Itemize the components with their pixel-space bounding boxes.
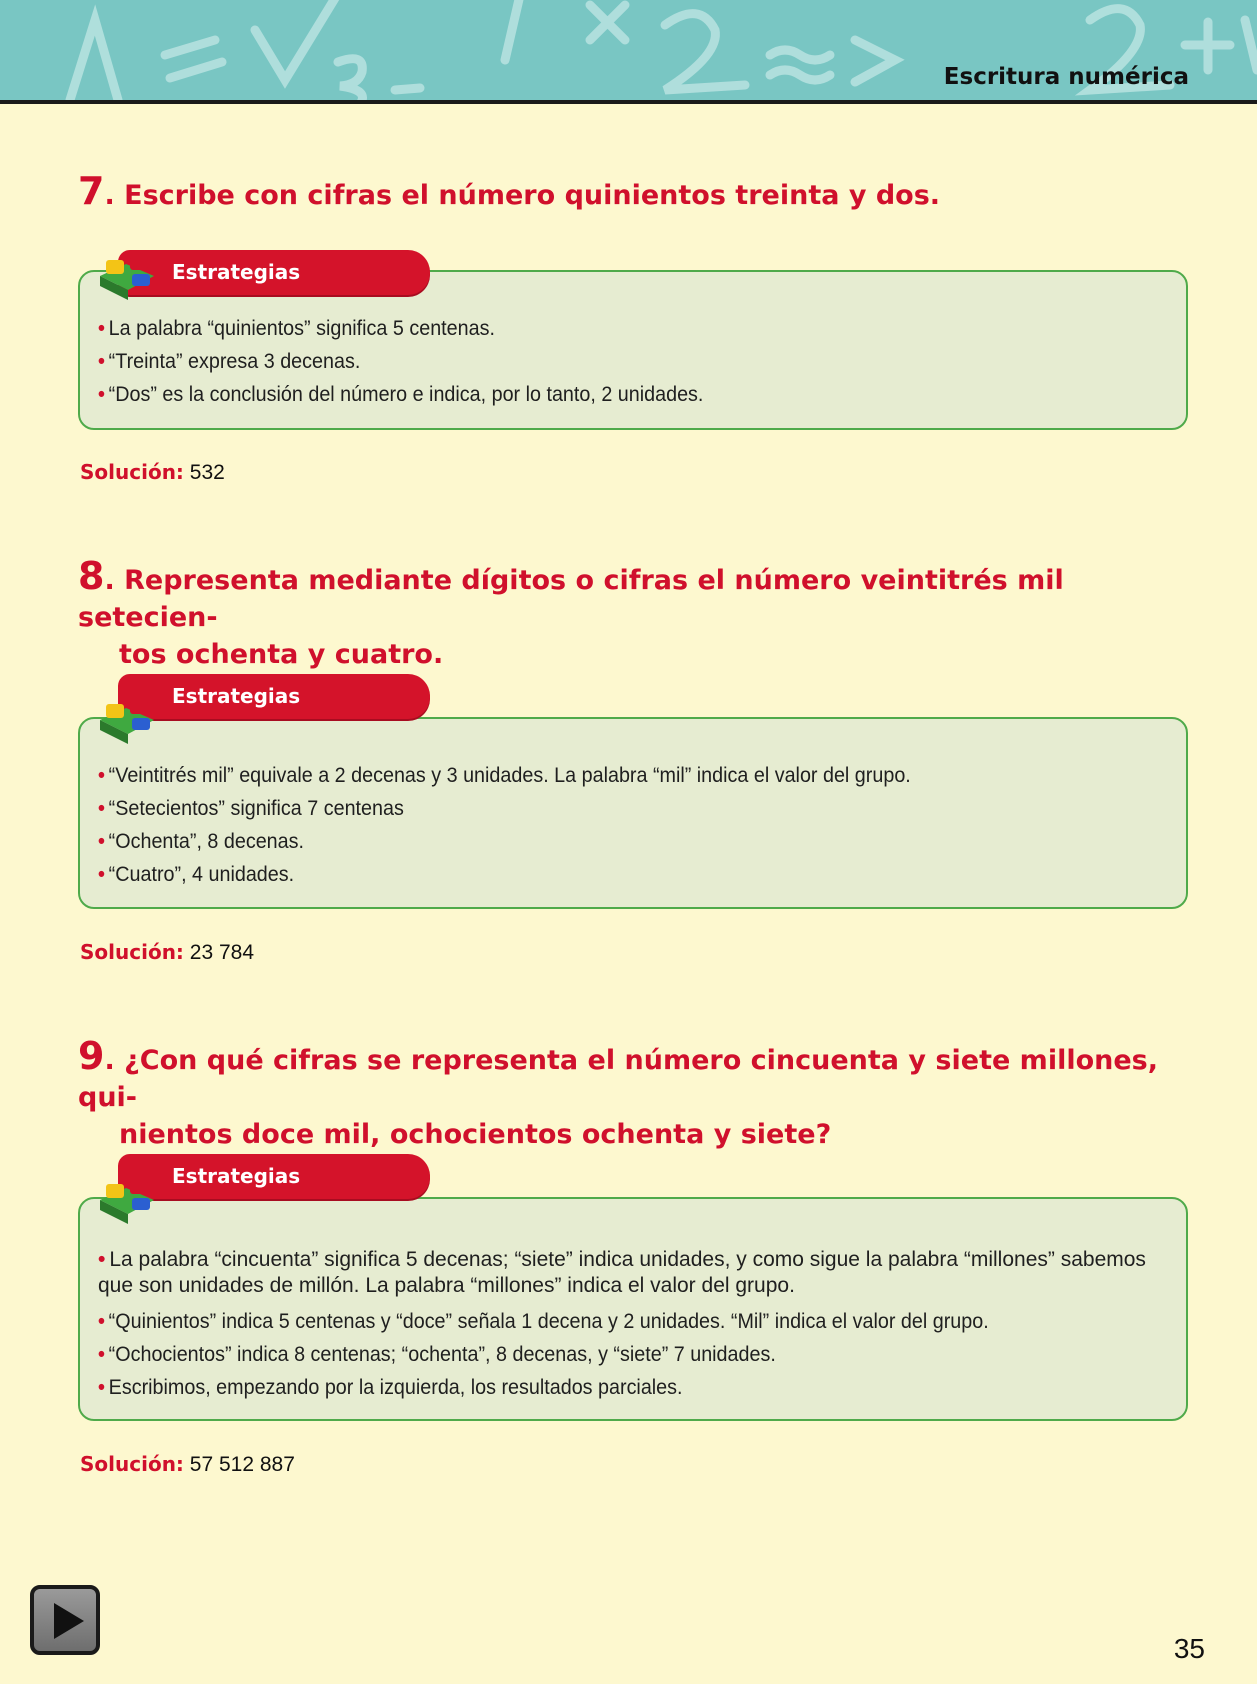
puzzle-icon: [96, 1170, 162, 1228]
solution-label: Solución:: [80, 1452, 184, 1476]
exercise-8-strategy-box: [78, 717, 1188, 909]
list-item: • “Quinientos” indica 5 centenas y “doce” señala 1 decena y 2 unidades. “Mil” indica el valor del grupo.: [98, 1310, 989, 1333]
list-item: • La palabra “quinientos” significa 5 centenas.: [98, 317, 495, 340]
solution-label: Solución:: [80, 460, 184, 484]
exercise-7-solution: [80, 460, 225, 485]
solution-value: 57 512 887: [189, 1453, 295, 1476]
page-header: [0, 0, 1257, 104]
strategy-tab: Estrategias: [118, 1154, 430, 1199]
question-text-continued: tos ochenta y cuatro.: [119, 639, 444, 670]
list-item: • “Setecientos” significa 7 centenas: [98, 797, 404, 820]
strategy-tab: Estrategias: [118, 250, 430, 295]
page-number: 35: [1173, 1633, 1205, 1664]
list-item: • “Dos” es la conclusión del número e indica, por lo tanto, 2 unidades.: [98, 383, 704, 406]
question-text: Escribe con cifras el número quinientos treinta y dos.: [124, 180, 941, 211]
strategy-tab: Estrategias: [118, 674, 430, 719]
exercise-9-solution: [80, 1452, 295, 1477]
question-text: ¿Con qué cifras se representa el número cincuenta y siete millones, qui-: [78, 1045, 1158, 1113]
play-button[interactable]: [30, 1585, 100, 1655]
list-item: • “Cuatro”, 4 unidades.: [98, 863, 295, 886]
puzzle-icon: [96, 690, 162, 748]
list-item: • “Ochocientos” indica 8 centenas; “ochenta”, 8 decenas, y “siete” 7 unidades.: [98, 1343, 776, 1366]
section-title: Escritura numérica: [943, 64, 1189, 90]
solution-value: 532: [189, 461, 225, 484]
exercise-7-question: 7. Escribe con cifras el número quinientos treinta y dos.: [78, 169, 941, 213]
strategy-list: [80, 719, 1186, 891]
list-item: • “Ochenta”, 8 decenas.: [98, 830, 305, 853]
exercise-9-strategy-box: [78, 1197, 1188, 1421]
exercise-8-question: 8. Representa mediante dígitos o cifras el número veintitrés mil setecien- tos ochenta y cuatro.: [78, 558, 1188, 673]
list-item: • Escribimos, empezando por la izquierda, los resultados parciales.: [98, 1376, 683, 1399]
puzzle-icon: [96, 246, 162, 304]
list-item: • “Veintitrés mil” equivale a 2 decenas y 3 unidades. La palabra “mil” indica el valor del grupo.: [98, 764, 911, 787]
list-item: • La palabra “cincuenta” significa 5 decenas; “siete” indica unidades, y como sigue la palabra “millones” sabemos que son unidades de millón. La palabra “millones” indica el valor del grupo.: [98, 1248, 1146, 1297]
exercise-8-solution: [80, 940, 254, 965]
question-text: Representa mediante dígitos o cifras el número veintitrés mil setecien-: [78, 565, 1064, 633]
solution-label: Solución:: [80, 940, 184, 964]
exercise-9-question: 9. ¿Con qué cifras se representa el número cincuenta y siete millones, qui- nientos doce mil, ochocientos ochenta y siete?: [78, 1038, 1188, 1153]
list-item: • “Treinta” expresa 3 decenas.: [98, 350, 361, 373]
play-icon: [54, 1603, 84, 1639]
solution-value: 23 784: [189, 941, 255, 964]
exercise-number: 7: [78, 169, 105, 213]
exercise-number: 8: [78, 554, 105, 598]
question-text-continued: nientos doce mil, ochocientos ochenta y siete?: [119, 1119, 832, 1150]
strategy-list: [80, 1199, 1186, 1404]
exercise-number: 9: [78, 1034, 105, 1078]
